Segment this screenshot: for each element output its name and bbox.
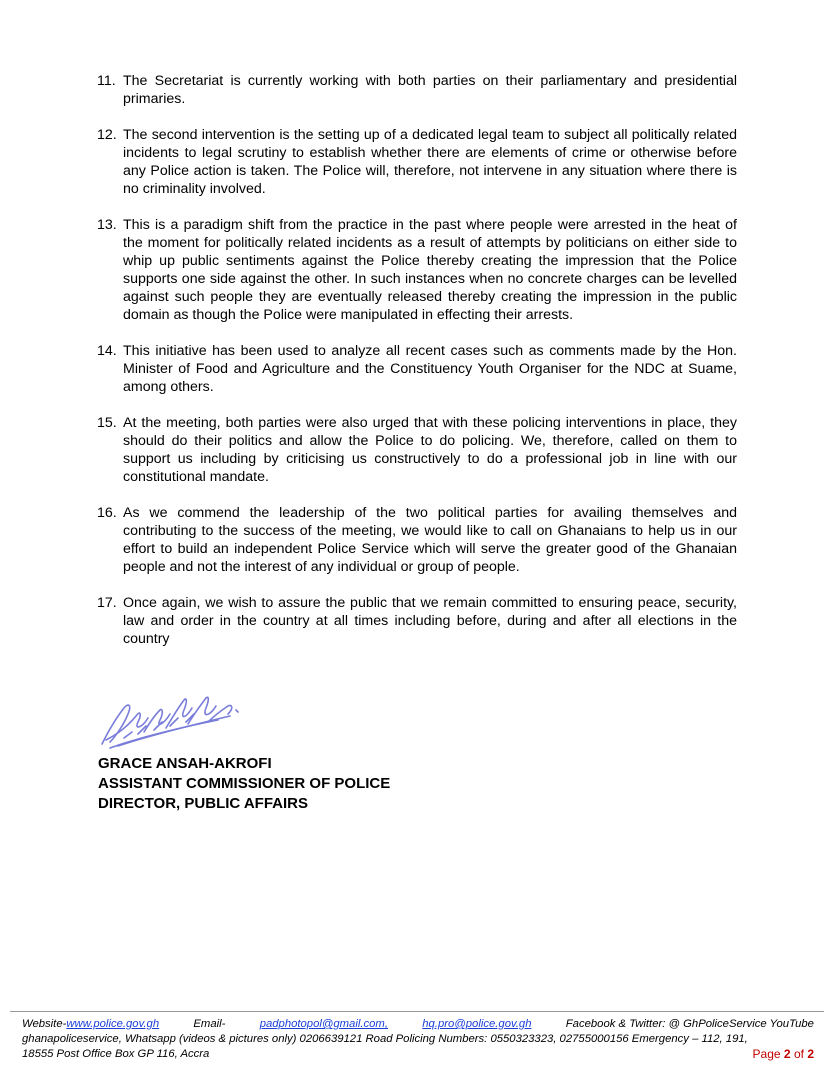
item-text: As we commend the leadership of the two political parties for availing themselves and contributing to the success of the meeting, we would like to call on Ghanaians to help us in our effort to build an independent Police Service which will serve the greater good of the Ghanaian people and not the interest of any individual or group of people. — [123, 505, 737, 575]
list-item — [97, 216, 737, 324]
footer-contact-line — [22, 1017, 814, 1032]
numbered-list — [97, 72, 737, 666]
signatory-rank: ASSISTANT COMMISSIONER OF POLICE — [98, 775, 391, 792]
item-text: Once again, we wish to assure the public that we remain committed to ensuring peace, security, law and order in the country at all times including before, during and after all elections in the country — [123, 595, 737, 647]
item-number: 14. — [97, 343, 117, 359]
email-link-padphotopol[interactable]: padphotopol@gmail.com, — [259, 1018, 388, 1030]
signatory-position: DIRECTOR, PUBLIC AFFAIRS — [98, 795, 309, 812]
item-number: 15. — [97, 415, 117, 431]
item-number: 13. — [97, 217, 117, 233]
social-text: Facebook & Twitter: @ GhPoliceService YouTube — [565, 1018, 814, 1030]
page-footer — [22, 1017, 814, 1062]
list-item — [97, 504, 737, 576]
email-link-hq-pro[interactable]: hq.pro@police.gov.gh — [422, 1018, 532, 1030]
email-label: Email- — [193, 1018, 226, 1030]
signature-icon — [98, 688, 258, 754]
item-number: 11. — [97, 73, 116, 89]
footer-divider — [10, 1011, 824, 1012]
list-item — [97, 126, 737, 198]
list-item — [97, 594, 737, 648]
signature-block — [98, 754, 390, 814]
item-text: This is a paradigm shift from the practice in the past where people were arrested in the heat of the moment for politically related incidents as a result of attempts by politicians on either side to whip up public sentiments against the Police thereby creating the impression that the Police supports one side against the other. In such instances when no concrete charges can be levelled against such people they are eventually released thereby creating the impression in the public domain as though the Police were manipulated in effecting their arrests. — [123, 217, 737, 323]
signatory-name: GRACE ANSAH-AKROFI — [98, 755, 272, 772]
footer-address: 18555 Post Office Box GP 116, Accra — [22, 1048, 210, 1060]
item-text: This initiative has been used to analyze all recent cases such as comments made by the Hon. Minister of Food and Agriculture and the Constituency Youth Organiser for the NDC at Suame, among others. — [123, 343, 737, 395]
item-text: At the meeting, both parties were also urged that with these policing interventions in place, they should do their politics and allow the Police to do policing. We, therefore, called on them to support us including by criticising us constructively to do a professional job in line with our constitutional mandate. — [123, 415, 737, 485]
item-number: 16. — [97, 505, 117, 521]
footer-address-line — [22, 1047, 814, 1062]
footer-phone-line: ghanapoliceservice, Whatsapp (videos & pictures only) 0206639121 Road Policing Numbers: 0550323323, 02755000156 Emergency – 112, 191, — [22, 1033, 748, 1045]
item-number: 12. — [97, 127, 117, 143]
website-link[interactable]: www.police.gov.gh — [66, 1018, 160, 1030]
list-item — [97, 72, 737, 108]
website-label: Website- — [22, 1018, 67, 1030]
item-text: The Secretariat is currently working with both parties on their parliamentary and presidential primaries. — [123, 73, 737, 107]
page-number: Page 2 of 2 — [752, 1047, 814, 1061]
list-item — [97, 342, 737, 396]
item-number: 17. — [97, 595, 117, 611]
list-item — [97, 414, 737, 486]
item-text: The second intervention is the setting up of a dedicated legal team to subject all politically related incidents to legal scrutiny to establish whether there are elements of crime or otherwise before any Police action is taken. The Police will, therefore, not intervene in any situation where there is no criminality involved. — [123, 127, 737, 197]
website-group — [22, 1017, 159, 1032]
